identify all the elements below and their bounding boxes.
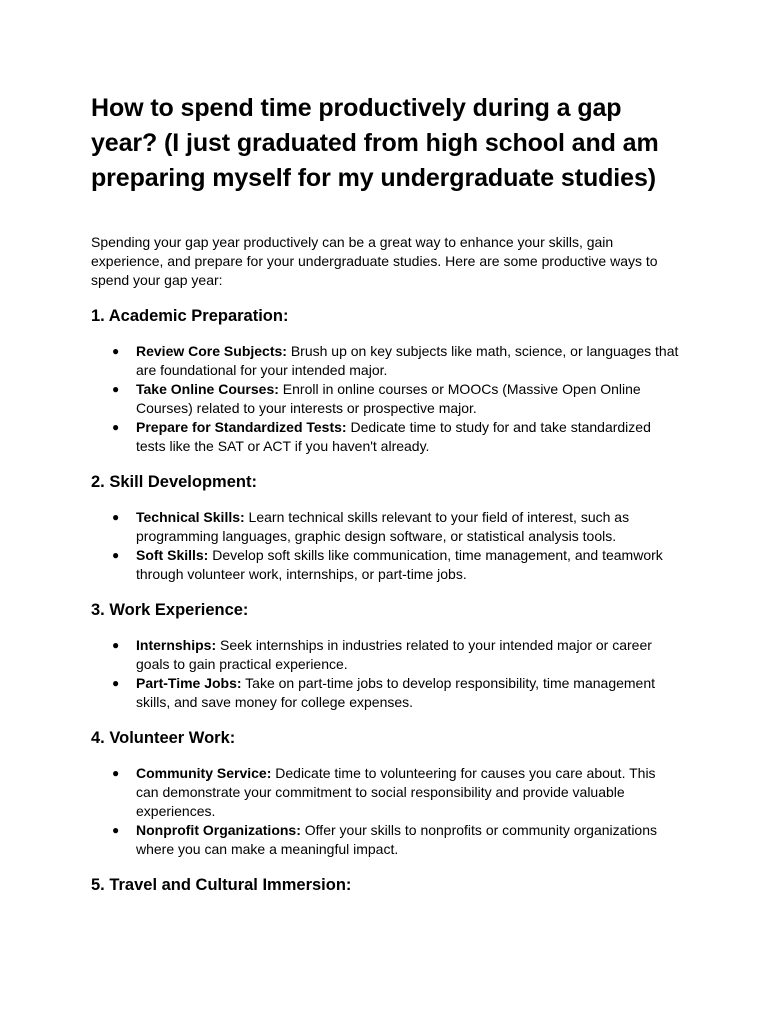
bullet-icon: ●	[112, 548, 120, 562]
bullet-list	[91, 764, 691, 859]
list-item	[91, 380, 681, 418]
list-item	[91, 821, 681, 859]
item-text: Dedicate time to study for and take standardized tests like the SAT or ACT if you haven't already.	[136, 419, 651, 454]
item-term: Nonprofit Organizations:	[136, 822, 301, 838]
bullet-list	[91, 342, 691, 456]
item-term: Internships:	[136, 637, 217, 653]
bullet-icon: ●	[112, 344, 120, 358]
section-heading: 5. Travel and Cultural Immersion:	[91, 876, 352, 894]
bullet-icon: ●	[112, 420, 120, 434]
list-item	[91, 508, 681, 546]
list-item	[91, 636, 681, 674]
item-text: Brush up on key subjects like math, science, or languages that are foundational for your intended major.	[136, 343, 679, 378]
list-item	[91, 418, 681, 456]
section-heading: 3. Work Experience:	[91, 601, 249, 619]
item-term: Take Online Courses:	[136, 381, 279, 397]
item-term: Review Core Subjects:	[136, 343, 287, 359]
intro-paragraph: Spending your gap year productively can be a great way to enhance your skills, gain experience, and prepare for your undergraduate studies. Here are some productive ways to spend your gap year:	[91, 234, 658, 288]
bullet-icon: ●	[112, 638, 120, 652]
bullet-list	[91, 636, 691, 712]
document-page	[91, 91, 691, 896]
item-text: Learn technical skills relevant to your field of interest, such as programming languages, graphic design software, or statistical analysis tools.	[136, 509, 630, 544]
list-item	[91, 764, 681, 821]
item-text: Offer your skills to nonprofits or community organizations where you can make a meaningful impact.	[136, 822, 658, 857]
section-work-experience	[91, 599, 691, 712]
section-heading: 2. Skill Development:	[91, 473, 257, 491]
item-text: Develop soft skills like communication, time management, and teamwork through volunteer work, internships, or part-time jobs.	[136, 547, 663, 582]
section-travel-cultural-immersion	[91, 874, 691, 896]
section-volunteer-work	[91, 727, 691, 859]
item-text: Seek internships in industries related to your intended major or career goals to gain practical experience.	[136, 637, 652, 672]
item-text: Take on part-time jobs to develop responsibility, time management skills, and save money for college expenses.	[136, 675, 656, 710]
list-item	[91, 674, 681, 712]
item-term: Soft Skills:	[136, 547, 209, 563]
section-heading: 1. Academic Preparation:	[91, 307, 289, 325]
section-academic-preparation	[91, 305, 691, 456]
bullet-list	[91, 508, 691, 584]
bullet-icon: ●	[112, 510, 120, 524]
item-term: Prepare for Standardized Tests:	[136, 419, 347, 435]
bullet-icon: ●	[112, 676, 120, 690]
list-item	[91, 342, 681, 380]
item-term: Community Service:	[136, 765, 272, 781]
list-item	[91, 546, 681, 584]
item-term: Part-Time Jobs:	[136, 675, 242, 691]
bullet-icon: ●	[112, 823, 120, 837]
page-title: How to spend time productively during a gap year? (I just graduated from high school and am preparing myself for my undergraduate studies)	[91, 94, 659, 192]
section-heading: 4. Volunteer Work:	[91, 729, 236, 747]
sections-container	[91, 305, 691, 896]
section-skill-development	[91, 471, 691, 584]
item-text: Enroll in online courses or MOOCs (Massive Open Online Courses) related to your interests or prospective major.	[136, 381, 641, 416]
bullet-icon: ●	[112, 766, 120, 780]
bullet-icon: ●	[112, 382, 120, 396]
item-term: Technical Skills:	[136, 509, 245, 525]
item-text: Dedicate time to volunteering for causes you care about. This can demonstrate your commitment to social responsibility and provide valuable experiences.	[136, 765, 656, 819]
